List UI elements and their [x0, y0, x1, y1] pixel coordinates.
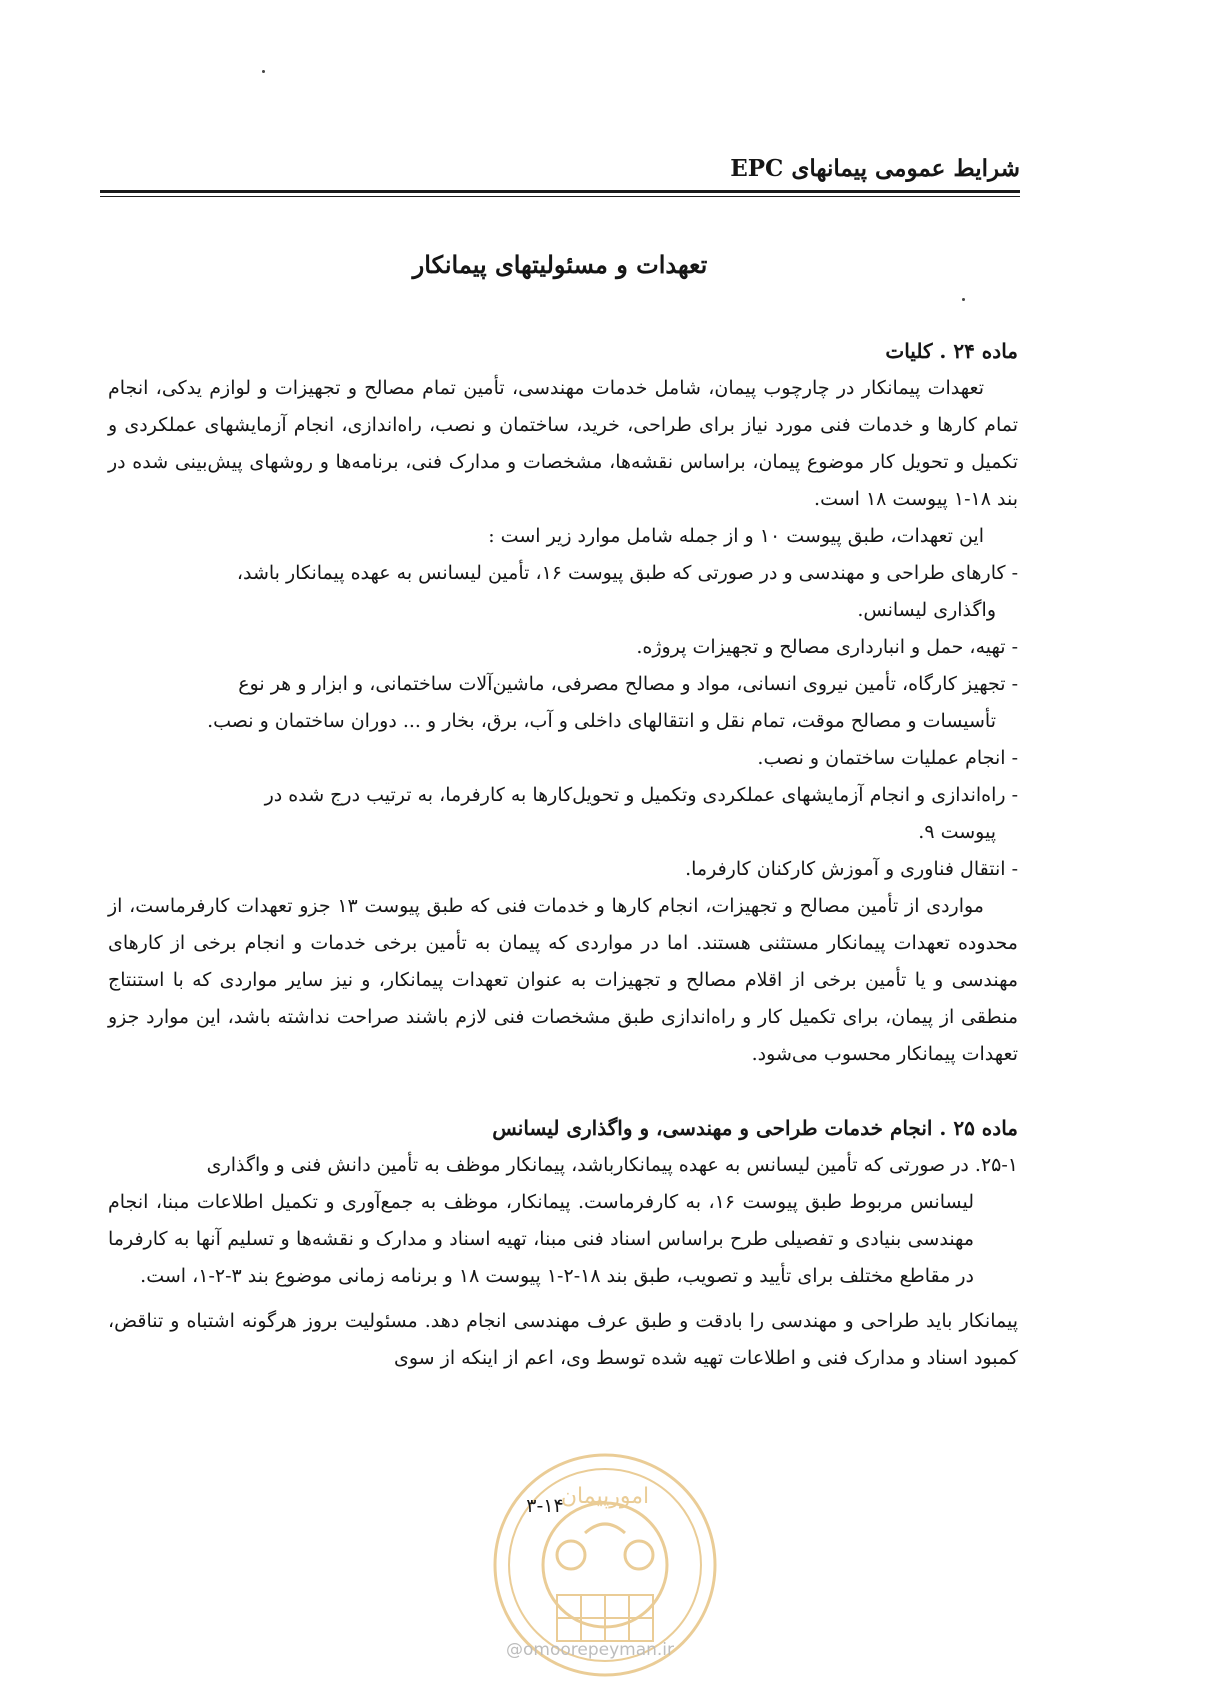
section-title: تعهدات و مسئولیتهای پیمانکار [412, 250, 708, 279]
page-number: ۳-۱۴ [526, 1495, 564, 1517]
list-item-text: - انتقال فناوری و آموزش کارکنان کارفرما. [685, 858, 1018, 880]
running-header: شرایط عمومی پیمانهای EPC [730, 155, 1020, 182]
list-item-continuation: تأسیسات و مصالح موقت، تمام نقل و انتقالهای داخلی و آب، برق، بخار و ... دوران ساختمان و نصب. [207, 710, 996, 732]
scan-speck [962, 298, 965, 301]
list-item [108, 666, 1018, 740]
clause-25-1 [108, 1147, 1018, 1295]
clause-25-1-continuation: لیسانس مربوط طبق پیوست ۱۶، به کارفرماست. پیمانکار، موظف به جمع‌آوری و تکمیل اطلاعات مبنا، انجام مهندسی بنیادی و تفصیلی طرح براساس اسناد فنی مبنا، تهیه اسناد و مدارک و نقشه‌ها و تسلیم آنها به کارفرما در مقاطع مختلف برای تأیید و تصویب، طبق بند ۱۸-۲-۱ پیوست ۱۸ و برنامه زمانی موضوع بند ۳-۲-۱، است. [108, 1191, 974, 1287]
watermark-site: @omoorepeyman.ir [505, 1640, 675, 1660]
article-24-paragraph-1: تعهدات پیمانکار در چارچوب پیمان، شامل خدمات مهندسی، تأمین تمام مصالح و تجهیزات و لوازم یدکی، انجام تمام کارها و خدمات فنی مورد نیاز برای طراحی، خرید، ساختمان و نصب، راه‌اندازی، انجام آزمایشهای عملکردی و تکمیل و تحویل کار موضوع پیمان، براساس نقشه‌ها، مشخصات و مدارک فنی، برنامه‌ها و روشهای پیش‌بینی شده در بند ۱۸-۱ پیوست ۱۸ است. [108, 377, 1018, 510]
article-25-paragraph-2: پیمانکار باید طراحی و مهندسی را بادقت و طبق عرف مهندسی انجام دهد. مسئولیت بروز هرگونه اشتباه و تناقض، کمبود اسناد و مدارک فنی و اطلاعات تهیه شده توسط وی، اعم از اینکه از سوی [108, 1310, 1018, 1369]
list-item-text: - تجهیز کارگاه، تأمین نیروی انسانی، مواد و مصالح مصرفی، ماشین‌آلات ساختمانی، و ابزار و هر نوع [238, 673, 1018, 695]
list-item [108, 777, 1018, 851]
list-item [108, 555, 1018, 629]
list-item-continuation: پیوست ۹. [918, 821, 996, 843]
spacer [108, 1073, 1018, 1110]
list-item-text: - تهیه، حمل و انبارداری مصالح و تجهیزات پروژه. [636, 636, 1018, 658]
list-item-text: - راه‌اندازی و انجام آزمایشهای عملکردی وتکمیل و تحویل‌کارها به کارفرما، به ترتیب درج شده در [264, 784, 1018, 806]
list-item-continuation: واگذاری لیسانس. [857, 599, 996, 621]
watermark-seal-text: امورپیمان [560, 1484, 650, 1509]
scan-speck [262, 70, 265, 73]
article-25-heading: ماده ۲۵ . انجام خدمات طراحی و مهندسی، و واگذاری لیسانس [492, 1116, 1018, 1140]
header-rule [100, 190, 1020, 193]
list-item-text: - انجام عملیات ساختمان و نصب. [757, 747, 1018, 769]
article-24-heading: ماده ۲۴ . کلیات [885, 339, 1018, 363]
list-item-text: - کارهای طراحی و مهندسی و در صورتی که طبق پیوست ۱۶، تأمین لیسانس به عهده پیمانکار باشد، [236, 562, 1018, 584]
article-24-paragraph-3: مواردی از تأمین مصالح و تجهیزات، انجام کارها و خدمات فنی که طبق پیوست ۱۳ جزو تعهدات کارفرماست، از محدوده تعهدات پیمانکار مستثنی هستند. اما در مواردی که پیمان به تأمین برخی خدمات و انجام برخی از کارهای مهندسی و یا تأمین برخی از اقلام مصالح و تجهیزات به عنوان تعهدات پیمانکار، و نیز سایر مواردی که با استنتاج منطقی از پیمان، برای تکمیل کار و راه‌اندازی طبق مشخصات فنی لازم باشند صراحت نداشته باشد، این موارد جزو تعهدات پیمانکار محسوب می‌شود. [108, 895, 1018, 1065]
list-item [108, 740, 1018, 777]
body-text [108, 333, 1018, 1377]
list-item [108, 629, 1018, 666]
article-24-paragraph-2: این تعهدات، طبق پیوست ۱۰ و از جمله شامل موارد زیر است : [488, 525, 984, 547]
header-rule-thin [100, 196, 1020, 197]
list-item [108, 851, 1018, 888]
spacer [108, 1295, 1018, 1303]
clause-25-1-first-line: ۲۵-۱. در صورتی که تأمین لیسانس به عهده پیمانکارباشد، پیمانکار موظف به تأمین دانش فنی و واگذاری [206, 1154, 1018, 1176]
